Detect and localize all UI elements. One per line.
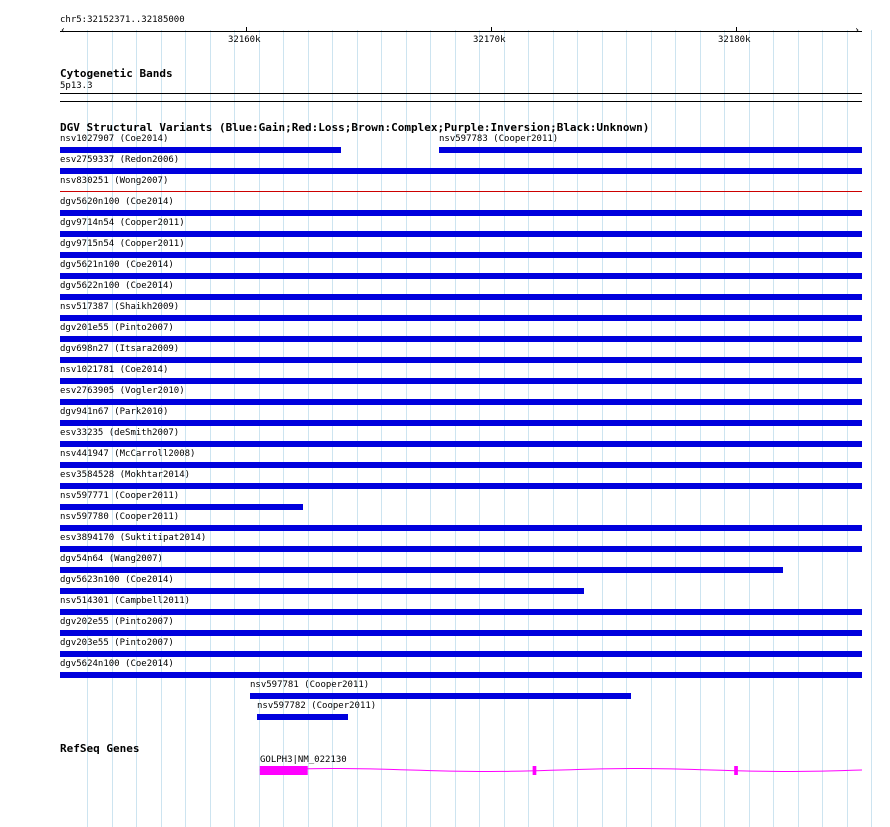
dgv-variant-bar[interactable] [60, 483, 862, 489]
cytoband-label: 5p13.3 [60, 81, 93, 91]
dgv-variant-bar[interactable] [60, 315, 862, 321]
ruler-tick-mark [491, 27, 492, 32]
dgv-variant-label[interactable]: dgv202e55 (Pinto2007) [60, 617, 174, 627]
dgv-variant-label[interactable]: dgv9714n54 (Cooper2011) [60, 218, 185, 228]
dgv-variant-label[interactable]: dgv5624n100 (Coe2014) [60, 659, 174, 669]
dgv-variant-bar[interactable] [60, 630, 862, 636]
dgv-variant-label[interactable]: dgv5622n100 (Coe2014) [60, 281, 174, 291]
dgv-variant-bar[interactable] [60, 525, 862, 531]
grid-line [430, 30, 431, 827]
dgv-variant-label[interactable]: nsv517387 (Shaikh2009) [60, 302, 180, 312]
grid-line [406, 30, 407, 827]
dgv-track-title: DGV Structural Variants (Blue:Gain;Red:Loss;Brown:Complex;Purple:Inversion;Black:Unknown) [60, 121, 650, 134]
dgv-variant-label[interactable]: esv2759337 (Redon2006) [60, 155, 180, 165]
dgv-variant-bar[interactable] [60, 210, 862, 216]
cytoband-top-line [60, 93, 862, 94]
refseq-track-title: RefSeq Genes [60, 742, 140, 755]
gene-exon [533, 766, 537, 775]
dgv-variant-bar[interactable] [60, 441, 862, 447]
dgv-variant-label[interactable]: nsv597781 (Cooper2011) [250, 680, 370, 690]
dgv-variant-label[interactable]: nsv597771 (Cooper2011) [60, 491, 180, 501]
dgv-variant-label[interactable]: esv33235 (deSmith2007) [60, 428, 180, 438]
ruler-tick-mark [246, 27, 247, 32]
dgv-variant-bar[interactable] [60, 420, 862, 426]
ruler-tick-mark [736, 27, 737, 32]
dgv-variant-bar[interactable] [60, 357, 862, 363]
dgv-variant-label[interactable]: nsv1021781 (Coe2014) [60, 365, 169, 375]
dgv-variant-bar[interactable] [439, 147, 862, 153]
ruler-tick-label: 32160k [228, 35, 261, 45]
dgv-variant-bar[interactable] [60, 378, 862, 384]
dgv-variant-label[interactable]: nsv441947 (McCarroll2008) [60, 449, 196, 459]
dgv-variant-label[interactable]: nsv597780 (Cooper2011) [60, 512, 180, 522]
cytoband-bottom-line [60, 101, 862, 102]
ruler-right-arrow: › [854, 25, 861, 36]
gene-exon [260, 766, 308, 775]
dgv-variant-bar[interactable] [60, 252, 862, 258]
dgv-variant-bar[interactable] [60, 168, 862, 174]
dgv-variant-label[interactable]: dgv54n64 (Wang2007) [60, 554, 163, 564]
dgv-variant-label[interactable]: dgv698n27 (Itsara2009) [60, 344, 180, 354]
gene-label[interactable]: GOLPH3|NM_022130 [260, 755, 347, 765]
dgv-variant-label[interactable]: esv3584528 (Mokhtar2014) [60, 470, 191, 480]
dgv-variant-bar[interactable] [60, 273, 862, 279]
dgv-variant-label[interactable]: dgv5623n100 (Coe2014) [60, 575, 174, 585]
dgv-variant-label[interactable]: nsv1027907 (Coe2014) [60, 134, 169, 144]
dgv-variant-bar[interactable] [60, 399, 862, 405]
grid-line [871, 30, 872, 827]
dgv-variant-label[interactable]: nsv597783 (Cooper2011) [439, 134, 559, 144]
dgv-variant-label[interactable]: dgv5620n100 (Coe2014) [60, 197, 174, 207]
dgv-variant-bar[interactable] [60, 462, 862, 468]
dgv-variant-label[interactable]: dgv941n67 (Park2010) [60, 407, 169, 417]
dgv-variant-label[interactable]: nsv514301 (Campbell2011) [60, 596, 191, 606]
dgv-variant-label[interactable]: nsv597782 (Cooper2011) [257, 701, 377, 711]
dgv-variant-label[interactable]: dgv203e55 (Pinto2007) [60, 638, 174, 648]
dgv-variant-label[interactable]: esv3894170 (Suktitipat2014) [60, 533, 207, 543]
dgv-variant-bar[interactable] [60, 672, 862, 678]
dgv-variant-bar[interactable] [60, 651, 862, 657]
dgv-variant-bar[interactable] [60, 191, 862, 192]
dgv-variant-bar[interactable] [60, 336, 862, 342]
ruler-left-arrow: ‹ [60, 25, 67, 36]
grid-line [381, 30, 382, 827]
dgv-variant-label[interactable]: dgv9715n54 (Cooper2011) [60, 239, 185, 249]
dgv-variant-bar[interactable] [60, 567, 783, 573]
ruler-axis-line [60, 31, 862, 32]
dgv-variant-bar[interactable] [60, 609, 862, 615]
gene-model[interactable] [0, 760, 890, 784]
dgv-variant-label[interactable]: nsv830251 (Wong2007) [60, 176, 169, 186]
dgv-variant-bar[interactable] [257, 714, 348, 720]
position-label: chr5:32152371..32185000 [60, 15, 185, 25]
gene-intron-line [260, 769, 862, 772]
dgv-variant-bar[interactable] [60, 504, 303, 510]
ruler-tick-label: 32170k [473, 35, 506, 45]
dgv-variant-label[interactable]: dgv201e55 (Pinto2007) [60, 323, 174, 333]
ruler-tick-label: 32180k [718, 35, 751, 45]
dgv-variant-label[interactable]: esv2763905 (Vogler2010) [60, 386, 185, 396]
dgv-variant-label[interactable]: dgv5621n100 (Coe2014) [60, 260, 174, 270]
dgv-variant-bar[interactable] [60, 588, 584, 594]
dgv-variant-bar[interactable] [60, 294, 862, 300]
cytoband-track-title: Cytogenetic Bands [60, 67, 173, 80]
dgv-variant-bar[interactable] [250, 693, 631, 699]
dgv-variant-bar[interactable] [60, 147, 341, 153]
gene-exon [734, 766, 738, 775]
dgv-variant-bar[interactable] [60, 231, 862, 237]
dgv-variant-bar[interactable] [60, 546, 862, 552]
